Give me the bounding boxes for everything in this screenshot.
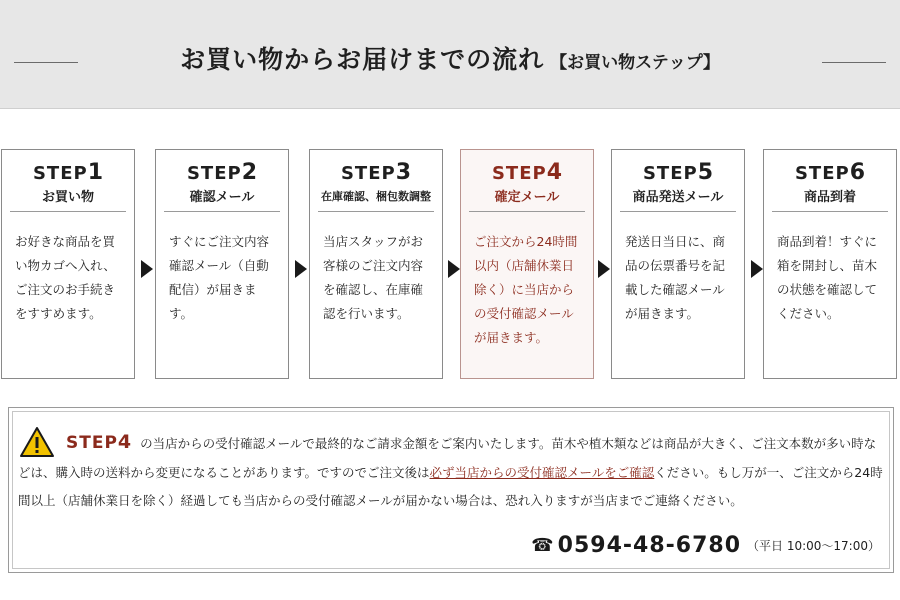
arrow-right-icon <box>448 260 460 278</box>
step-divider <box>164 211 280 212</box>
steps-row <box>0 149 900 381</box>
page-header <box>0 0 900 109</box>
step-divider <box>469 211 585 212</box>
step-title: 商品到着 <box>803 190 856 205</box>
notice-text-after: ください。もし万が一、ご注文から24時間以上（店舗休業日を除く）経過しても当店からの受付確認メールが届かない場合は、恐れ入りますが当店までご連絡ください。 <box>18 464 883 508</box>
step-description: ご注文から24時間以内（店舗休業日除く）に当店からの受付確認メールが届きます。 <box>474 234 578 345</box>
header-rule-right <box>822 62 886 63</box>
contact-info <box>531 533 880 558</box>
step-description: お好きな商品を買い物カゴへ入れ、ご注文のお手続きをすすめます。 <box>15 234 116 321</box>
page-title-main: お買い物からお届けまでの流れ <box>180 45 545 74</box>
step-divider <box>318 211 434 212</box>
step-title: 確認メール <box>189 190 255 205</box>
step-title: 在庫確認、梱包数調整 <box>321 190 431 203</box>
step-number: STEP4 <box>491 160 563 185</box>
step-description: すぐにご注文内容確認メール（自動配信）が届きます。 <box>169 234 270 321</box>
arrow-right-icon <box>598 260 610 278</box>
step-description: 当店スタッフがお客様のご注文内容を確認し、在庫確認を行います。 <box>323 234 424 321</box>
notice-box <box>8 407 894 573</box>
notice-emphasis: 必ず当店からの受付確認メールをご確認 <box>429 464 655 480</box>
step-description: 発送日当日に、商品の伝票番号を記載した確認メールが届きます。 <box>625 234 726 321</box>
step-card-5 <box>611 149 745 379</box>
step-card-4 <box>460 149 594 379</box>
step-card-3 <box>309 149 443 379</box>
step-card-6 <box>763 149 897 379</box>
step-number: STEP3 <box>340 160 412 185</box>
notice-text <box>18 428 883 516</box>
step-divider <box>10 211 126 212</box>
step-number: STEP1 <box>32 160 104 185</box>
step-card-2 <box>155 149 289 379</box>
step-divider <box>620 211 736 212</box>
phone-icon: ☎ <box>531 535 554 556</box>
page-title-sub: 【お買い物ステップ】 <box>550 53 720 73</box>
step-divider <box>772 211 888 212</box>
arrow-right-icon <box>141 260 153 278</box>
step-number: STEP2 <box>186 160 258 185</box>
step-title: 商品発送メール <box>632 190 724 205</box>
notice-step-label: STEP4 <box>66 431 133 453</box>
step-card-1 <box>1 149 135 379</box>
arrow-right-icon <box>751 260 763 278</box>
step-number: STEP6 <box>794 160 866 185</box>
arrow-right-icon <box>295 260 307 278</box>
step-title: お買い物 <box>41 190 94 205</box>
phone-number[interactable]: 0594-48-6780 <box>557 533 742 558</box>
step-number: STEP5 <box>642 160 714 185</box>
step-title: 確定メール <box>494 190 560 205</box>
page-title <box>0 40 900 76</box>
notice-text-before: の当店からの受付確認メールで最終的なご請求金額をご案内いたします。苗木や植木類などは商品が大きく、ご注文本数が多い時などは、購入時の送料から変更になることがあります。ですのでご注文後は <box>18 436 877 480</box>
step-description: 商品到着！すぐに箱を開封し、苗木の状態を確認してください。 <box>777 234 878 321</box>
business-hours: （平日 10:00〜17:00） <box>747 539 880 553</box>
